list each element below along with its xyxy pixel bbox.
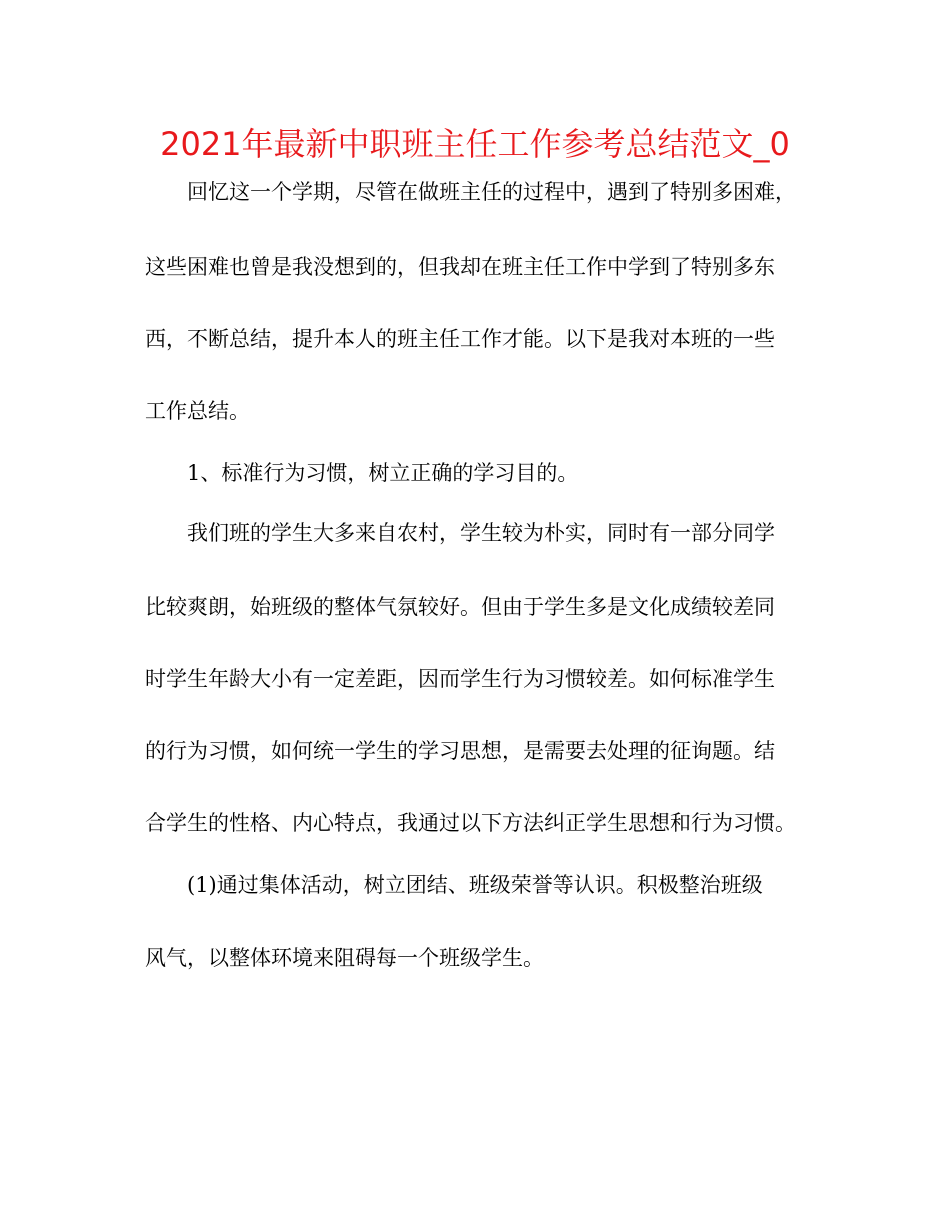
paragraph-line: 的行为习惯，如何统一学生的学习思想，是需要去处理的征询题。结 xyxy=(145,739,775,763)
paragraph-line: (1)通过集体活动，树立团结、班级荣誉等认识。积极整治班级 xyxy=(187,873,763,897)
section-heading: 1、标准行为习惯，树立正确的学习目的。 xyxy=(187,461,579,485)
document-title: 2021年最新中职班主任工作参考总结范文_0 xyxy=(160,125,790,163)
paragraph-line: 时学生年龄大小有一定差距，因而学生行为习惯较差。如何标准学生 xyxy=(145,667,775,691)
paragraph-line: 风气，以整体环境来阻碍每一个班级学生。 xyxy=(145,946,544,970)
paragraph-line: 合学生的性格、内心特点，我通过以下方法纠正学生思想和行为习惯。 xyxy=(145,811,796,835)
paragraph-line: 西，不断总结，提升本人的班主任工作才能。以下是我对本班的一些 xyxy=(145,327,775,351)
paragraph-line: 我们班的学生大多来自农村，学生较为朴实，同时有一部分同学 xyxy=(187,521,775,545)
paragraph-line: 回忆这一个学期，尽管在做班主任的过程中，遇到了特别多困难， xyxy=(187,180,796,204)
paragraph-line: 比较爽朗，始班级的整体气氛较好。但由于学生多是文化成绩较差同 xyxy=(145,595,775,619)
paragraph-line: 这些困难也曾是我没想到的，但我却在班主任工作中学到了特别多东 xyxy=(145,255,775,279)
paragraph-line: 工作总结。 xyxy=(145,399,250,423)
